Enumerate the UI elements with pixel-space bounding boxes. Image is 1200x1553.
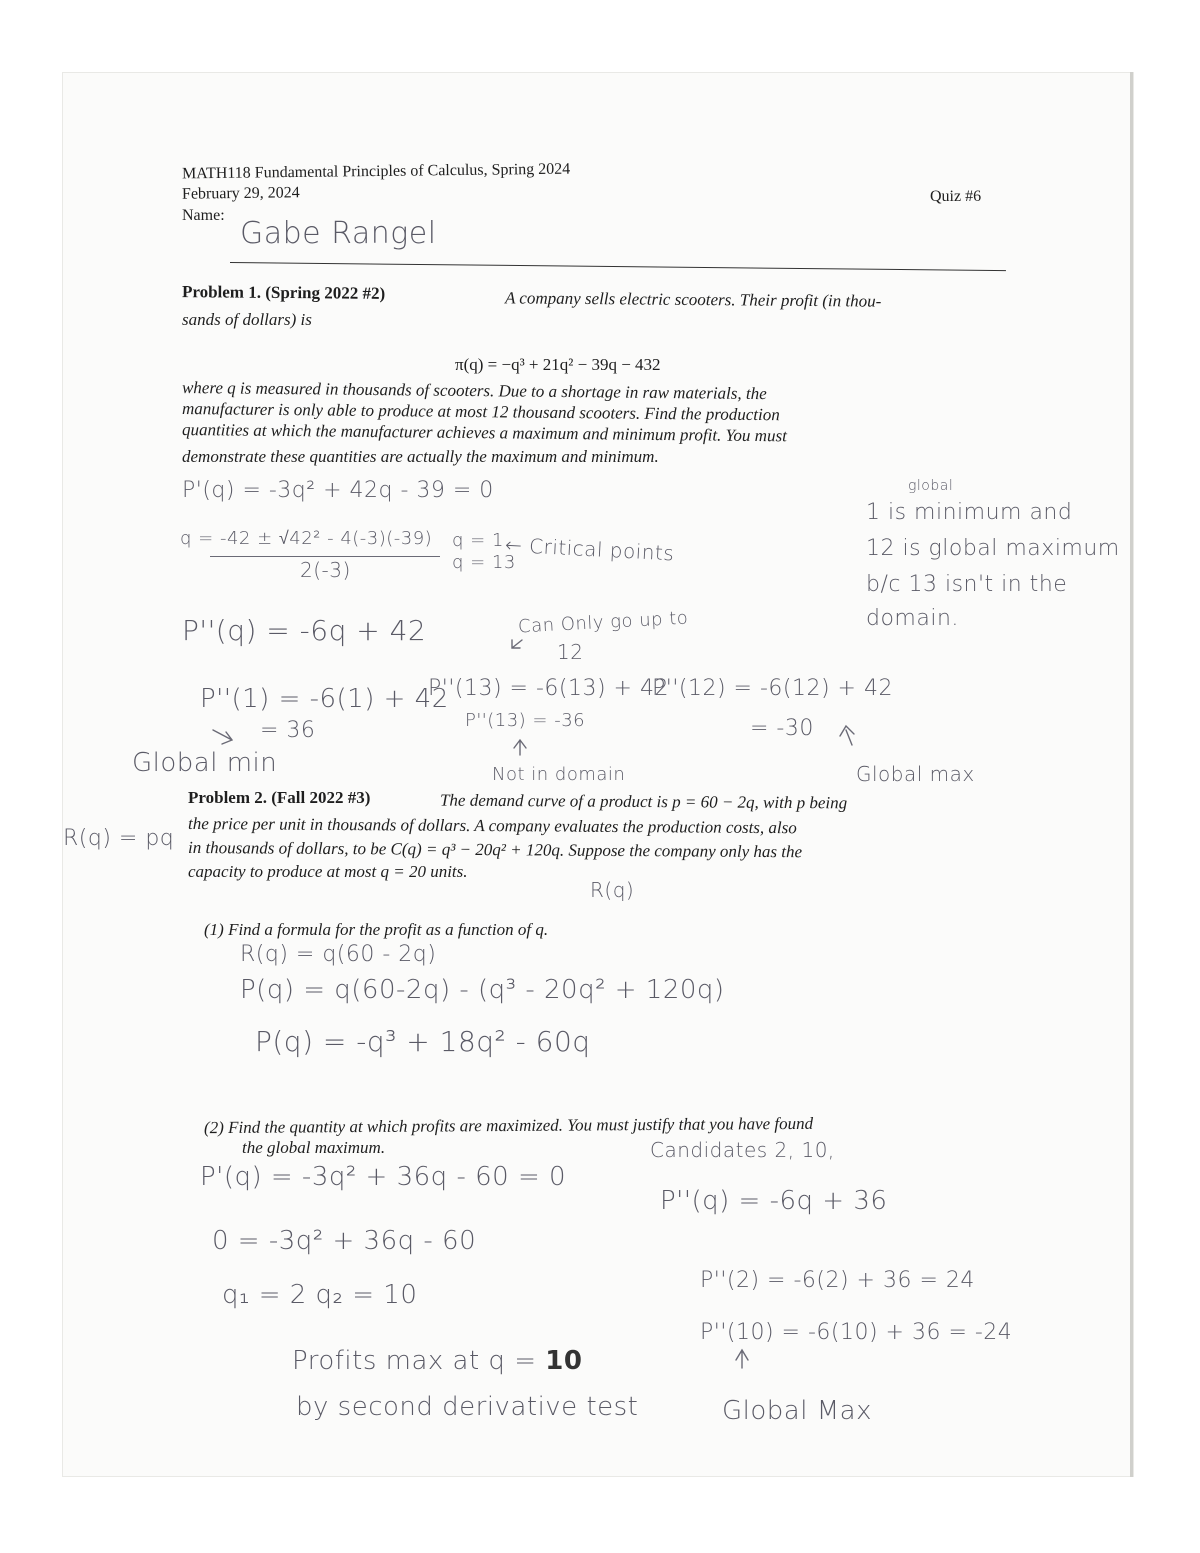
p2-eval-2: P''(2) = -6(2) + 36 = 24 — [700, 1268, 975, 1293]
p1-not-in-domain: Not in domain — [492, 764, 626, 785]
problem1-text-1: A company sells electric scooters. Their profit (in thou- — [504, 288, 882, 311]
problem2-text-3: in thousands of dollars, to be C(q) = q³ − 20q² + 120q. Suppose the company only has the — [187, 838, 803, 862]
p1-can-only-value: 12 — [557, 640, 584, 664]
p1-derivative: P'(q) = -3q² + 42q - 39 = 0 — [182, 478, 494, 503]
name-label: Name: — [182, 207, 225, 224]
p1-can-only-note: Can Only go up to — [517, 607, 689, 638]
p2-revenue-formula: R(q) = q(60 - 2q) — [240, 942, 437, 967]
quiz-date: February 29, 2024 — [181, 184, 300, 203]
p2-second-derivative: P''(q) = -6q + 36 — [660, 1186, 888, 1216]
p2-conclusion-prefix: Profits max at q = — [292, 1346, 537, 1376]
p2-global-max: Global Max — [722, 1396, 872, 1426]
quiz-number: Quiz #6 — [930, 188, 982, 205]
problem1-formula: π(q) = −q³ + 21q² − 39q − 432 — [455, 355, 661, 374]
p1-eval-1: P''(1) = -6(1) + 42 — [200, 684, 449, 714]
p1-critical-1: q = 1 — [452, 530, 504, 551]
p1-side-line-4: domain. — [866, 606, 959, 631]
p1-eval-12-result: = -30 — [750, 716, 814, 741]
p2-candidates: Candidates 2, 10, — [650, 1138, 835, 1162]
p2-rq-note: R(q) — [590, 878, 635, 902]
problem2-text-1: The demand curve of a product is p = 60 − 2q, with p being — [439, 790, 848, 813]
p2-zero-equation: 0 = -3q² + 36q - 60 — [212, 1226, 477, 1256]
sheet-edge — [1130, 72, 1133, 1477]
p1-fraction-bar — [210, 556, 440, 557]
problem2-heading: Problem 2. (Fall 2022 #3) — [188, 788, 371, 807]
p2-eval-10: P''(10) = -6(10) + 36 = -24 — [700, 1320, 1013, 1345]
p2-conclusion-line-2: by second derivative test — [296, 1392, 639, 1422]
student-name: Gabe Rangel — [240, 216, 437, 251]
p1-second-derivative: P''(q) = -6q + 42 — [182, 614, 427, 647]
p1-global-min: Global min — [132, 748, 278, 778]
p2-roots: q₁ = 2 q₂ = 10 — [222, 1280, 418, 1310]
p1-global-max: Global max — [856, 762, 975, 786]
problem1-heading: Problem 1. (Spring 2022 #2) — [181, 282, 386, 303]
p1-quadratic-numerator: q = -42 ± √42² - 4(-3)(-39) — [180, 528, 433, 549]
p2-profit-simplified: P(q) = -q³ + 18q² - 60q — [255, 1025, 591, 1058]
problem2-part2-2: the global maximum. — [242, 1138, 386, 1157]
p1-side-line-2: 12 is global maximum — [866, 536, 1120, 561]
p1-eval-13: P''(13) = -6(13) + 42 — [428, 676, 669, 701]
p1-side-line-1: 1 is minimum and — [866, 500, 1073, 525]
p1-quadratic-denominator: 2(-3) — [300, 558, 351, 582]
problem1-text-5: quantities at which the manufacturer achieves a maximum and minimum profit. You must — [181, 420, 787, 446]
problem1-text-4: manufacturer is only able to produce at most 12 thousand scooters. Find the production — [181, 399, 780, 425]
problem1-text-2: sands of dollars) is — [182, 310, 312, 329]
p1-eval-12: P''(12) = -6(12) + 42 — [652, 676, 893, 701]
p1-eval-1-result: = 36 — [260, 718, 316, 743]
problem2-text-4: capacity to produce at most q = 20 units. — [188, 862, 468, 881]
p1-side-line-3: b/c 13 isn't in the — [866, 572, 1068, 597]
problem2-text-2: the price per unit in thousands of dollars. A company evaluates the production costs, also — [187, 814, 797, 838]
p1-critical-2: q = 13 — [452, 552, 516, 573]
problem1-text-6: demonstrate these quantities are actually the maximum and minimum. — [182, 447, 659, 466]
problem2-part1: (1) Find a formula for the profit as a function of q. — [204, 920, 549, 939]
p2-conclusion-line-1 — [292, 1346, 582, 1376]
p1-eval-13-result: P''(13) = -36 — [465, 710, 586, 731]
problem1-text-3: where q is measured in thousands of scooters. Due to a shortage in raw materials, the — [181, 378, 767, 404]
p2-conclusion-value: 10 — [545, 1346, 583, 1376]
p2-margin-revenue: R(q) = pq — [63, 826, 175, 851]
p1-side-global: global — [908, 478, 954, 494]
problem2-part2-1: (2) Find the quantity at which profits are maximized. You must justify that you have found — [203, 1113, 814, 1138]
p1-critical-note: ← Critical points — [504, 532, 675, 566]
p2-profit-formula: P(q) = q(60-2q) - (q³ - 20q² + 120q) — [240, 975, 725, 1005]
course-title: MATH118 Fundamental Principles of Calculus, Spring 2024 — [181, 160, 571, 183]
p2-derivative: P'(q) = -3q² + 36q - 60 = 0 — [200, 1162, 567, 1192]
